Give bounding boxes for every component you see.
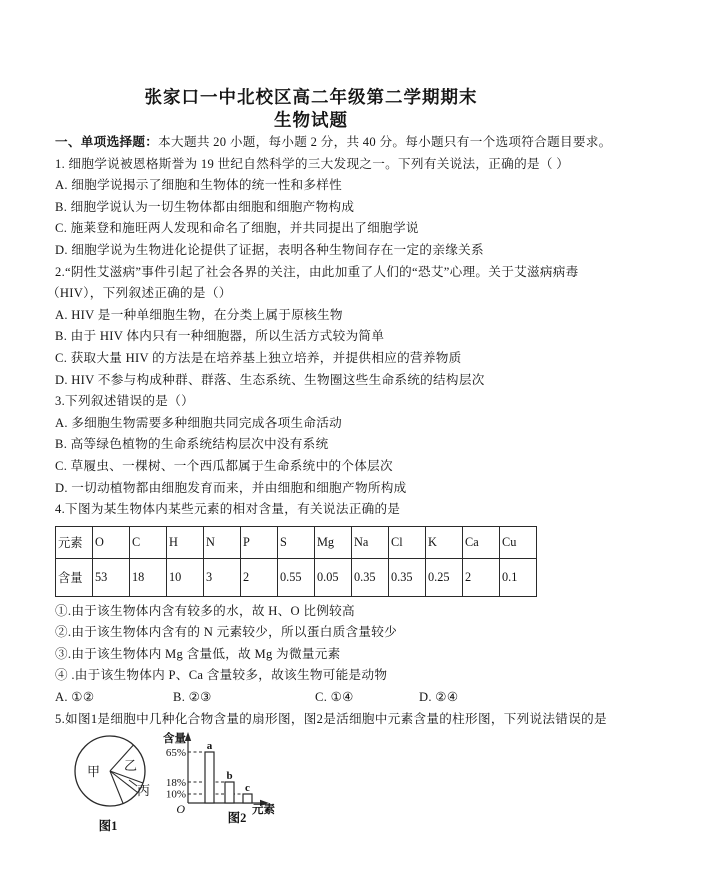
bar-c [243,794,252,803]
section-heading-label: 一、单项选择题： [55,135,159,149]
q1-option-b: B. 细胞学说认为一切生物体都由细胞和细胞产物构成 [55,199,355,214]
table-value-cell: 0.35 [352,558,389,596]
table-header-cell: P [241,526,278,558]
table-value-cell: 0.55 [278,558,315,596]
table-value-cell: 3 [204,558,241,596]
table-value-cell: 含量 [56,558,93,596]
q2-stem-line1: 2.“阴性艾滋病”事件引起了社会各界的关注，由此加重了人们的“恐艾”心理。关于艾滋病病毒 [55,264,579,279]
bar-label-a: a [206,740,213,753]
table-header-cell: Ca [463,526,500,558]
q3-option-a: A. 多细胞生物需要多种细胞共同完成各项生命活动 [55,415,343,430]
q1-option-c: C. 施莱登和施旺两人发现和命名了细胞，并共同提出了细胞学说 [55,221,419,236]
figures-row [55,732,701,844]
section-heading [55,132,701,154]
pie-label-yi: 乙 [124,758,138,774]
q3-option-b: B. 高等绿色植物的生命系统结构层次中没有系统 [55,437,329,452]
q3-option-d: D. 一切动植物都由细胞发育而来，并由细胞和细胞产物所构成 [55,480,407,495]
q2-stem-line2: （HIV），下列叙述正确的是（） [47,286,232,301]
exam-header [55,86,567,132]
q4-choice-c: C. ①④ [315,690,354,705]
bar-label-b: b [226,770,233,783]
figure2-caption: 图2 [227,811,247,826]
table-value-row [56,558,537,596]
q1-option-d: D. 细胞学说为生物进化论提供了证据，表明各种生物间存在一定的亲缘关系 [55,242,484,257]
table-value-cell: 0.05 [315,558,352,596]
table-value-cell: 2 [463,558,500,596]
table-header-cell: H [167,526,204,558]
q4-element-table [55,526,537,597]
table-value-cell: 10 [167,558,204,596]
table-header-cell: Mg [315,526,352,558]
origin-label: O [176,802,185,817]
q5-stem: 5.如图1是细胞中几种化合物含量的扇形图，图2是活细胞中元素含量的柱形图，下列说法错误的是 [55,711,607,726]
pie-label-jia: 甲 [87,764,101,780]
table-header-cell: N [204,526,241,558]
table-header-cell: C [130,526,167,558]
ytick-18: 18% [165,777,186,790]
q1-stem: 1. 细胞学说被恩格斯誉为 19 世纪自然科学的三大发现之一。下列有关说法，正确的是（ ） [55,156,570,171]
x-axis-label: 元素 [252,804,275,817]
table-header-cell: K [426,526,463,558]
q4-answer-choices [55,687,701,709]
bar-chart-figure2 [155,732,295,840]
table-value-cell: 0.25 [426,558,463,596]
q4-choice-a: A. ①② [55,690,95,705]
q4-choice-d: D. ②④ [419,690,459,705]
q2-option-d: D. HIV 不参与构成种群、群落、生态系统、生物圈这些生命系统的结构层次 [55,372,485,387]
q4-statement-2: ②.由于该生物体内含有的 N 元素较少，所以蛋白质含量较少 [55,625,398,640]
figure1-caption: 图1 [98,819,118,834]
q2-option-b: B. 由于 HIV 体内只有一种细胞器，所以生活方式较为简单 [55,329,385,344]
bar-a [205,752,214,803]
section-heading-desc: 本大题共 20 小题，每小题 2 分，共 40 分。每小题只有一个选项符合题目要求。 [158,135,612,149]
table-header-cell: Cu [500,526,537,558]
table-header-cell: 元素 [56,526,93,558]
ytick-10: 10% [165,788,186,801]
table-value-cell: 53 [93,558,130,596]
exam-title-line2: 生物试题 [274,110,348,130]
q4-statement-4: ④ .由于该生物体内 P、Ca 含量较多，故该生物可能是动物 [55,668,388,683]
table-header-cell: Cl [389,526,426,558]
y-axis-label: 含量 [163,733,186,746]
table-header-row [56,526,537,558]
q4-statement-3: ③.由于该生物体内 Mg 含量低，故 Mg 为微量元素 [55,646,341,661]
table-value-cell: 2 [241,558,278,596]
q3-stem: 3.下列叙述错误的是（） [55,394,194,409]
q3-option-c: C. 草履虫、一棵树、一个西瓜都属于生命系统中的个体层次 [55,458,393,473]
table-value-cell: 0.35 [389,558,426,596]
q2-option-c: C. 获取大量 HIV 的方法是在培养基上独立培养，并提供相应的营养物质 [55,350,462,365]
table-header-cell: S [278,526,315,558]
bar-label-c: c [245,782,250,795]
table-value-cell: 18 [130,558,167,596]
q4-statement-1: ①.由于该生物体内含有较多的水，故 H、O 比例较高 [55,603,355,618]
q1-option-a: A. 细胞学说揭示了细胞和生物体的统一性和多样性 [55,178,343,193]
q4-choice-b: B. ②③ [173,690,212,705]
q2-option-a: A. HIV 是一种单细胞生物，在分类上属于原核生物 [55,307,343,322]
table-header-cell: Na [352,526,389,558]
pie-label-bing: 丙 [137,783,151,799]
q4-stem: 4.下图为某生物体内某些元素的相对含量，有关说法正确的是 [55,502,401,517]
ytick-65: 65% [165,747,186,760]
table-header-cell: O [93,526,130,558]
table-value-cell: 0.1 [500,558,537,596]
bar-b [225,782,234,803]
exam-title-line1: 张家口一中北校区高二年级第二学期期末 [144,87,478,107]
